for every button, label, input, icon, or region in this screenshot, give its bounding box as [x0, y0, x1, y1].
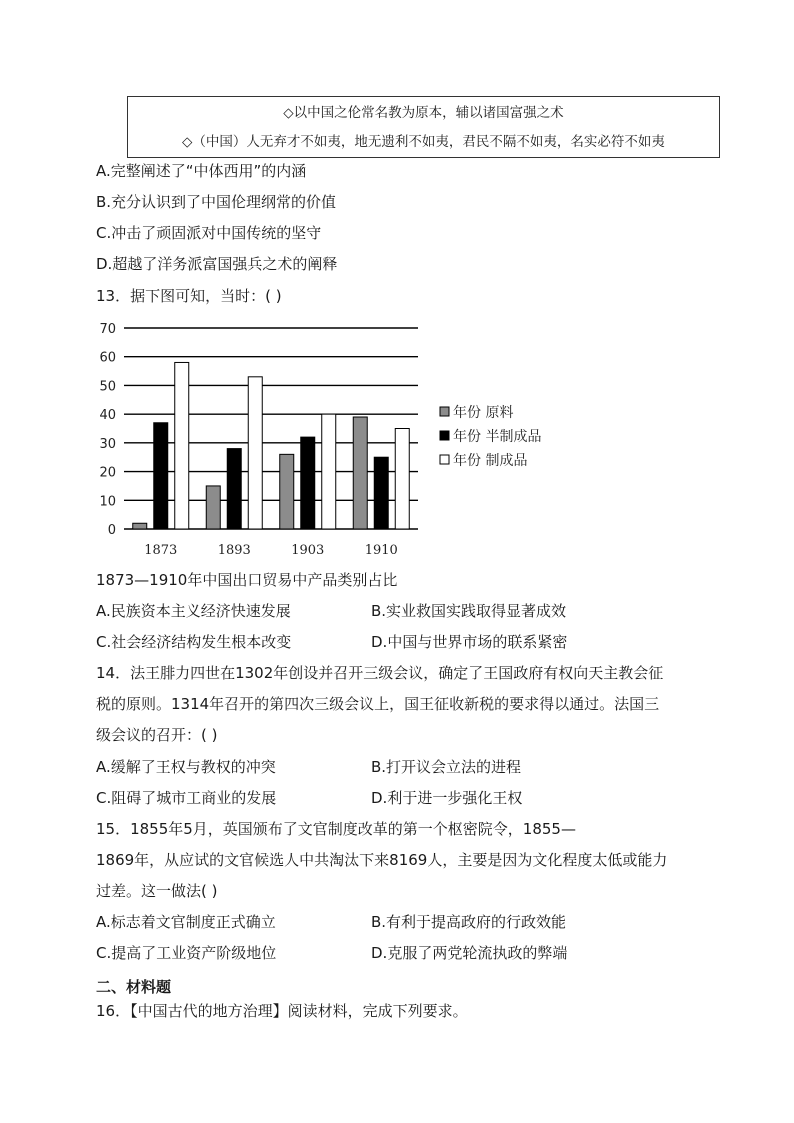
x-tick-label: 1903 — [291, 543, 325, 558]
q14-option-c: C.阻碍了城市工商业的发展 — [96, 789, 277, 807]
bar-1903-s0 — [280, 454, 294, 529]
q15-option-b: B.有利于提高政府的行政效能 — [371, 913, 567, 931]
quote-line-1: ◇以中国之伦常名教为原本，辅以诸国富强之术 — [283, 105, 564, 121]
q14-line-1: 14．法王腓力四世在1302年创设并召开三级会议，确定了王国政府有权向天主教会征 — [96, 664, 664, 682]
q15-line-2: 1869年，从应试的文官候选人中共淘汰下来8169人，主要是因为文化程度太低或能力 — [96, 851, 668, 869]
y-tick-label: 40 — [99, 408, 116, 424]
bar-1910-s2 — [395, 429, 409, 530]
y-tick-label: 10 — [99, 494, 116, 510]
q14-option-a: A.缓解了王权与教权的冲突 — [96, 758, 276, 776]
q13-stem: 13．据下图可知，当时：( ) — [96, 287, 282, 305]
q15-option-a: A.标志着文官制度正式确立 — [96, 913, 276, 931]
q12-option-d: D.超越了洋务派富国强兵之术的阐释 — [96, 255, 338, 273]
export-share-chart — [90, 315, 590, 565]
bar-1873-s0 — [133, 523, 147, 529]
x-tick-label: 1893 — [217, 543, 251, 558]
legend-swatch — [440, 431, 449, 440]
legend-swatch — [440, 407, 449, 416]
x-tick-label: 1873 — [144, 543, 178, 558]
y-tick-label: 30 — [99, 436, 116, 452]
q14-option-b: B.打开议会立法的进程 — [371, 758, 522, 776]
q12-option-b: B.充分认识到了中国伦理纲常的价值 — [96, 193, 337, 211]
q14-line-3: 级会议的召开：( ) — [96, 726, 218, 744]
q13-option-c: C.社会经济结构发生根本改变 — [96, 633, 292, 651]
q13-option-a: A.民族资本主义经济快速发展 — [96, 602, 291, 620]
q15-option-c: C.提高了工业资产阶级地位 — [96, 944, 277, 962]
q12-option-c: C.冲击了顽固派对中国传统的坚守 — [96, 224, 322, 242]
q12-option-a: A.完整阐述了“中体西用”的内涵 — [96, 162, 307, 180]
chart-x-ticks — [144, 543, 398, 558]
chart-y-ticks — [99, 322, 116, 538]
x-tick-label: 1910 — [364, 543, 398, 558]
chart-legend — [440, 404, 541, 469]
legend-label: 年份 制成品 — [453, 453, 528, 469]
y-tick-label: 60 — [99, 350, 116, 366]
q13-option-b: B.实业救国实践取得显著成效 — [371, 602, 567, 620]
chart-bars — [133, 362, 410, 529]
q15-line-1: 15．1855年5月，英国颁布了文官制度改革的第一个枢密院令，1855— — [96, 820, 576, 838]
bar-1903-s1 — [301, 437, 315, 529]
chart-caption: 1873—1910年中国出口贸易中产品类别占比 — [96, 571, 398, 589]
section-heading: 二、材料题 — [96, 978, 172, 996]
quote-line-2: ◇（中国）人无弃才不如夷，地无遗利不如夷，君民不隔不如夷，名实必符不如夷 — [182, 134, 665, 150]
bar-1910-s0 — [353, 417, 367, 529]
bar-1873-s2 — [175, 362, 189, 529]
bar-1873-s1 — [154, 423, 168, 529]
quote-box — [127, 96, 720, 158]
bar-1893-s1 — [227, 449, 241, 529]
y-tick-label: 0 — [107, 523, 116, 538]
y-tick-label: 50 — [99, 379, 116, 395]
bar-1893-s2 — [248, 377, 262, 529]
q13-option-d: D.中国与世界市场的联系紧密 — [371, 633, 568, 651]
legend-swatch — [440, 455, 449, 464]
legend-label: 年份 原料 — [453, 405, 514, 421]
q14-option-d: D.利于进一步强化王权 — [371, 789, 523, 807]
bar-1903-s2 — [322, 414, 336, 529]
legend-label: 年份 半制成品 — [453, 429, 542, 445]
q16-stem: 16．【中国古代的地方治理】阅读材料，完成下列要求。 — [96, 1002, 468, 1020]
q15-option-d: D.克服了两党轮流执政的弊端 — [371, 944, 568, 962]
bar-1893-s0 — [206, 486, 220, 529]
y-tick-label: 70 — [99, 322, 116, 337]
q14-line-2: 税的原则。1314年召开的第四次三级会议上，国王征收新税的要求得以通过。法国三 — [96, 695, 660, 713]
bar-1910-s1 — [374, 457, 388, 529]
y-tick-label: 20 — [99, 465, 116, 481]
q15-line-3: 过差。这一做法( ) — [96, 882, 218, 900]
